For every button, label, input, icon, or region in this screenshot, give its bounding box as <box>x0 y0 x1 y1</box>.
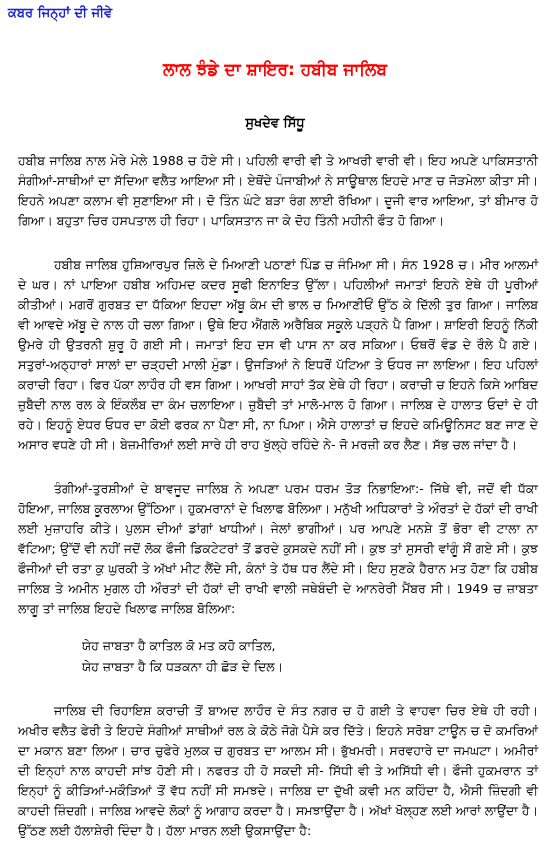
verse-line-1: ਯੇਹ ਜ਼ਾਬਤਾ ਹੈ ਕਾਤਿਲ ਕੋ ਮਤ ਕਹੋ ਕਾਤਿਲ, <box>82 638 276 653</box>
article-author: ਸੁਖਦੇਵ ਸਿੱਧੂ <box>245 116 305 131</box>
paragraph-1: ਹਬੀਬ ਜਾਲਿਬ ਨਾਲ ਮੇਰੇ ਮੇਲੇ 1988 ਚ ਹੋਏ ਸੀ। ਪਹਿਲੀ ਵਾਰੀ ਵੀ ਤੇ ਆਖਰੀ ਵਾਰੀ ਵੀ। ਇਹ ਅਪਣੇ ਪਾਕਿਸਤਾਨੀ ਸੰਗੀਆਂ-ਸਾਥੀਆਂ ਦਾ ਸੱਦਿਆ ਵਲੈਤ ਆਇਆ ਸੀ। ਏਥੋਂਦੇ ਪੰਜਾਬੀਆਂ ਨੇ ਸਾਊਥਾਲ ਇਹਦੇ ਮਾਣ ਚ ਜੋੜਮੇਲਾ ਕੀਤਾ ਸੀ। ਇਹਨੇ ਅਪਣਾ ਕਲਾਮ ਵੀ ਸੁਣਾਇਆ ਸੀ। ਦੋ ਤਿੰਨ ਘੰਟੇ ਬੜਾ ਰੰਗ ਲਾਈ ਰੱਖਿਆ। ਦੂਜੀ ਵਾਰ ਆਇਆ, ਤਾਂ ਬੀਮਾਰ ਹੋ ਗਿਆ। ਬਹੁਤਾ ਚਿਰ ਹਸਪਤਾਲ ਹੀ ਰਿਹਾ। ਪਾਕਿਸਤਾਨ ਜਾ ਕੇ ਦੋਹ ਤਿੰਨੀ ਮਹੀਨੀ ਫੌਤ ਹੋ ਗਿਆ। <box>18 153 538 228</box>
paragraph-3: ਤੰਗੀਆਂ-ਤੁਰਸ਼ੀਆਂ ਦੇ ਬਾਵਜੂਦ ਜਾਲਿਬ ਨੇ ਅਪਣਾ ਪਰਮ ਧਰਮ ਤੋੜ ਨਿਭਾਇਆ:- ਜਿੱਥੇ ਵੀ, ਜਦੋਂ ਵੀ ਧੱਕਾ ਹੋਇਆ, ਜਾਲਿਬ ਕੂਰਲਾਅ ਉੱਠਿਆ। ਹੁਕਮਰਾਨਾਂ ਦੇ ਖਿਲਾਫ ਬੋਲਿਆ। ਮਨੁੱਖੀ ਅਧਿਕਾਰਾਂ ਤੇ ਔਰਤਾਂ ਦੇ ਹੱਕਾਂ ਦੀ ਰਾਖੀ ਲਈ ਮੁਜ਼ਾਹਰਿ ਕੀਤੇ। ਪੁਲਸ ਦੀਆਂ ਡਾਂਗਾਂ ਖਾਧੀਆਂ। ਜੇਲਾਂ ਭਾਗੀਆਂ। ਪਰ ਆਪਣੇ ਮਨਸ਼ੇ ਤੋਂ ਭੋਰਾ ਵੀ ਟਾਲਾ ਨਾ ਵੱਟਿਆ; ਉੱਦੋਂ ਵੀ ਨਹੀਂ ਜਦੋਂ ਲੋਕ ਫੌਜੀ ਡਿਕਟੇਟਰਾਂ ਤੋਂ ਡਰਦੇ ਕੁਸਕਦੇ ਨਹੀਂ ਸੀ। ਕੁਝ ਤਾਂ ਸੁਸਰੀ ਵਾਂਗੂੰ ਸੌਂ ਗਏ ਸੀ। ਕੁਝ ਫੌਜੀਆਂ ਦੀ ਰਤਾ ਕੁ ਘੁਰਕੀ ਤੇ ਅੱਖਾਂ ਮੀਟ ਲੈਂਦੇ ਸੀ, ਕੰਨਾਂ ਤੇ ਹੱਥ ਧਰ ਲੈਂਦੇ ਸੀ। ਇਹ ਸੁਣਕੇ ਹੈਰਾਨ ਮਤ ਹੋਣਾ ਕਿ ਹਬੀਬ ਜਾਲਿਬ ਤੇ ਅਮੀਨ ਮੁਗਲ ਹੀ ਔਰਤਾਂ ਦੀ ਹੱਕਾਂ ਦੀ ਰਾਖੀ ਵਾਲੀ ਜਥੇਬੰਦੀ ਦੇ ਆਨਰੇਰੀ ਮੈਂਬਰ ਸੀ। 1949 ਚ ਜ਼ਾਬਤਾ ਲਾਗੂ ਤਾਂ ਜਾਲਿਬ ਇਹਦੇ ਖਿਲਾਫ ਜਾਲਿਬ ਬੋਲਿਆ: <box>18 481 538 616</box>
article-title: ਲਾਲ ਝੰਡੇ ਦਾ ਸ਼ਾਇਰ: ਹਬੀਬ ਜਾਲਿਬ <box>163 60 387 80</box>
series-header-link[interactable]: ਕਬਰ ਜਿਨ੍ਹਾਂ ਦੀ ਜੀਵੇ <box>8 6 113 21</box>
verse-block <box>82 635 538 677</box>
paragraph-4: ਜਾਲਿਬ ਦੀ ਰਿਹਾਇਸ਼ ਕਰਾਚੀ ਤੋਂ ਬਾਅਦ ਲਾਹੌਰ ਦੇ ਸੰਤ ਨਗਰ ਚ ਹੋ ਗਈ ਤੇ ਵਾਹਵਾ ਚਿਰ ਏਥੇ ਹੀ ਰਹੀ। ਅਖੀਰ ਵਲੈਤ ਫੇਰੀ ਤੇ ਇਹਦੇ ਸੰਗੀਆਂ ਸਾਥੀਆਂ ਰਲ ਕੇ ਕੋਠੇ ਜੋਗੇ ਪੈਸੇ ਕਰ ਦਿੱਤੇ। ਇਹਨੇ ਸਰੋਬਾ ਟਾਊਨ ਚ ਦੋ ਕਮਰਿਆਂ ਦਾ ਮਕਾਨ ਬਣਾ ਲਿਆ। ਚਾਰ ਚੁਫੇਰੇ ਮੁਲਕ ਚ ਗੁਰਬਤ ਦਾ ਆਲਮ ਸੀ। ਭੁੱਖਮਰੀ। ਸਰਵਹਾਰੇ ਦਾ ਜਮਘਟਾ। ਅਮੀਰਾਂ ਦੀ ਇਨ੍ਹਾਂ ਨਾਲ ਕਾਹਦੀ ਸਾਂਝ ਹੋਣੀ ਸੀ। ਨਫਰਤ ਹੀ ਹੋ ਸਕਦੀ ਸੀ- ਸਿੱਧੀ ਵੀ ਤੇ ਅਸਿੱਧੀ ਵੀ। ਫੌਜੀ ਹੁਕਮਰਾਨ ਤਾਂ ਇਨ੍ਹਾਂ ਨੂੰ ਕੀੜਿਆਂ-ਮਕੌੜਿਆਂ ਤੋਂ ਵੱਧ ਨਹੀਂ ਸੀ ਸਮਝਦੇ। ਜਾਲਿਬ ਦਾ ਦੁੱਖੀ ਕਵੀ ਮਨ ਕਹਿੰਦਾ ਹੈ, ਐਸੀ ਜ਼ਿੰਦਗੀ ਵੀ ਕਾਹਦੀ ਜ਼ਿੰਦਗੀ। ਜਾਲਿਬ ਆਵਦੇ ਲੋਕਾਂ ਨੂੰ ਆਗਾਹ ਕਰਦਾ ਹੈ। ਸਮਝਾਉਂਦਾ ਹੈ। ਅੱਖਾਂ ਖੋਲ੍ਹਣ ਲਈ ਆਰਾਂ ਲਾਉਂਦਾ ਹੈ। ਉੱਠਣ ਲਈ ਹੱਲਾਸ਼ੇਰੀ ਦਿੰਦਾ ਹੈ। ਹੱਲਾ ਮਾਰਨ ਲਈ ਉਕਸਾਉਂਦਾ ਹੈ: <box>18 703 538 838</box>
verse-line-2: ਯੇਹ ਜ਼ਾਬਤਾ ਹੈ ਕਿ ਧੜਕਨਾ ਹੀ ਛੋੜ ਦੇ ਦਿਲ। <box>82 659 284 674</box>
paragraph-2: ਹਬੀਬ ਜਾਲਿਬ ਹੁਸ਼ਿਆਰਪੁਰ ਜ਼ਿਲੇ ਦੇ ਮਿਆਣੀ ਪਠਾਣਾਂ ਪਿੰਡ ਚ ਜੰਮਿਆ ਸੀ। ਸੰਨ 1928 ਚ। ਮੀਰ ਆਲਮਾਂ ਦੇ ਘਰ। ਨਾਂ ਪਾਇਆ ਹਬੀਬ ਅਹਿਮਦ ਕਦਰ ਸੂਫੀ ਇਨਾਇਤ ਉੱਲਾ। ਪਹਿਲੀਆਂ ਜਮਾਤਾਂ ਇਹਨੇ ਏਥੇ ਹੀ ਪੂਰੀਆਂ ਕੀਤੀਆਂ। ਮਗਰੋਂ ਗੁਰਬਤ ਦਾ ਧੱਕਿਆ ਇਹਦਾ ਅੱਬੂ ਕੰਮ ਦੀ ਭਾਲ ਚ ਮਿਆਣੀਓਂ ਉੱਠ ਕੇ ਦਿੱਲੀ ਤੁਰ ਗਿਆ। ਜਾਲਿਬ ਵੀ ਆਵਦੇ ਅੱਬੂ ਦੇ ਨਾਲ ਹੀ ਚਲਾ ਗਿਆ। ਉਥੇ ਇਹ ਐਂਗਲੋ ਅਰੈਬਿਕ ਸਕੂਲੇ ਪੜ੍ਹਨੇ ਪੈ ਗਿਆ। ਸ਼ਾਇਰੀ ਇਹਨੂੰ ਨਿੱਕੀ ਉਮਰੇ ਹੀ ਉਤਰਨੀ ਸ਼ੁਰੂ ਹੋ ਗਈ ਸੀ। ਜਮਾਤਾਂ ਇਹ ਦਸ ਵੀ ਪਾਸ ਨਾ ਕਰ ਸਕਿਆ। ਓਥਰੋਂ ਵੰਡ ਦੇ ਰੌਲੇ ਪੈ ਗਏ। ਸਤੁਰਾਂ-ਅਠ੍ਹਾਰਾਂ ਸਾਲਾਂ ਦਾ ਚੜ੍ਹਦੀ ਮਾਲੀ ਮੁੰਡਾ। ਉਜੜਿਆਂ ਨੇ ਇਧਰੋਂ ਪੱਟਿਆ ਤੇ ਓਧਰ ਜਾ ਲਾਇਆ। ਇਹ ਪਹਿਲਾਂ ਕਰਾਚੀ ਰਿਹਾ। ਫਿਰ ਪੱਕਾ ਲਾਹੌਰ ਹੀ ਵਸ ਗਿਆ। ਆਖਰੀ ਸਾਹਾਂ ਤੱਕ ਏਥੇ ਹੀ ਰਿਹਾ। ਕਰਾਚੀ ਚ ਇਹਨੇ ਕਿਸੇ ਆਬਿਦ ਜ਼ੁਬੈਦੀ ਨਾਲ ਰਲ ਕੇ ਇੰਕਲੌਬ ਦਾ ਕੰਮ ਚਲਾਇਆ। ਜ਼ੁਬੈਦੀ ਤਾਂ ਮਾਲੋ-ਮਾਲ ਹੋ ਗਿਆ। ਜਾਲਿਬ ਦੇ ਹਾਲਾਤ ਓਦਾਂ ਦੇ ਹੀ ਰਹੇ। ਇਹਨੂੰ ਏਧਰ ਓਧਰ ਦਾ ਕੋਈ ਫਰਕ ਨਾ ਪੈਣਾ ਸੀ, ਨਾ ਪਿਆ। ਐਸੇ ਹਾਲਾਤਾਂ ਚ ਇਹਦੇ ਕਮਿਊਨਿਸਟ ਬਣ ਜਾਣ ਦੇ ਅਸਾਰ ਵਧਣੇ ਹੀ ਸੀ। ਬੇਜ਼ਮੀਰਿਆਂ ਲਈ ਸਾਰੇ ਹੀ ਰਾਹ ਖੁੱਲ੍ਹੇ ਰਹਿੰਦੇ ਨੇ- ਜੋ ਮਰਜ਼ੀ ਕਰ ਲੈਣ। ਸੱਭ ਚਲ ਜਾਂਦਾ ਹੈ। <box>18 257 538 452</box>
article-body <box>18 151 538 865</box>
